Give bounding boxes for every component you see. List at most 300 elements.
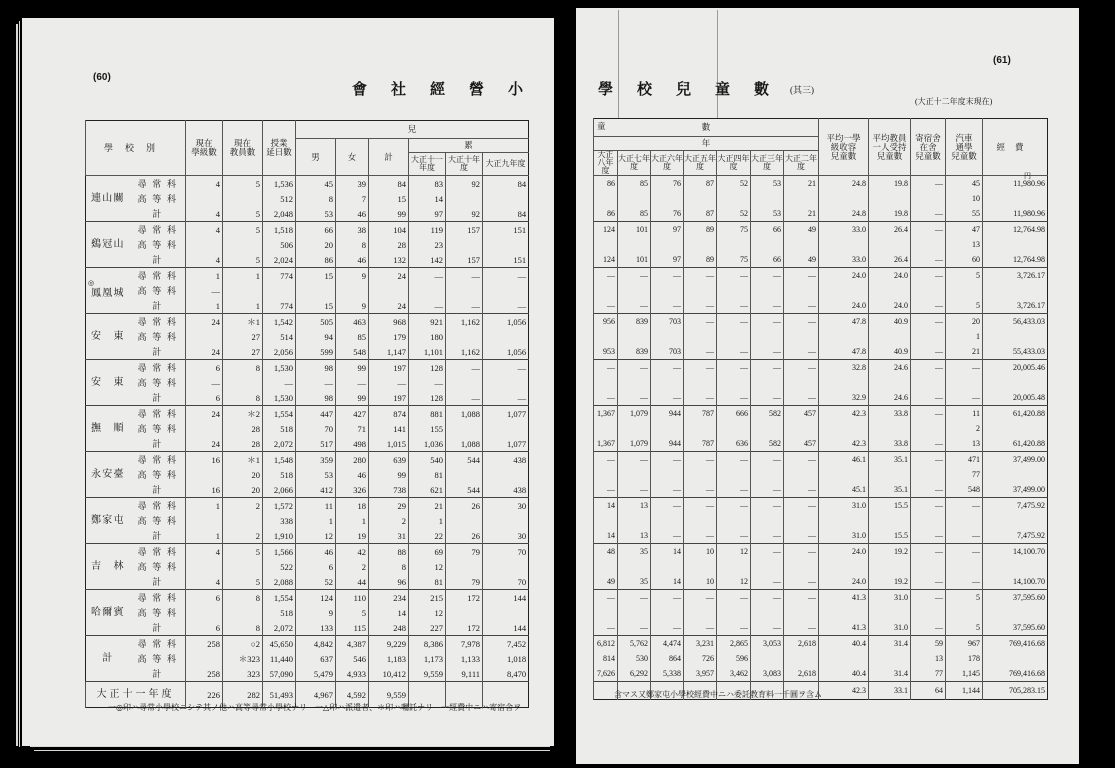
table-cell: —	[651, 390, 684, 406]
table-cell	[684, 375, 717, 390]
table-cell: 70	[296, 421, 336, 436]
header-line: 兒童數	[951, 150, 977, 161]
table-cell: 77	[946, 467, 983, 482]
course-label-cell	[129, 222, 186, 238]
table-cell: 94	[296, 329, 336, 344]
table-row	[86, 436, 529, 452]
table-cell	[594, 191, 618, 206]
table-cell: 1,079	[618, 406, 651, 422]
table-cell: 1,162	[446, 314, 483, 330]
table-cell: 2	[223, 498, 263, 514]
table-cell: —	[946, 528, 983, 544]
table-cell	[651, 191, 684, 206]
table-cell: —	[483, 298, 529, 314]
table-cell	[594, 421, 618, 436]
table-cell: 471	[946, 452, 983, 468]
course-label: 尋常科	[137, 224, 177, 235]
course-label: 高等科	[137, 561, 177, 572]
table-cell	[684, 513, 717, 528]
table-cell: 2,618	[784, 666, 819, 682]
table-cell: 769,416.68	[983, 666, 1048, 682]
table-cell: 180	[409, 329, 446, 344]
table-row	[594, 482, 1048, 498]
table-cell	[819, 375, 869, 390]
table-cell: 1	[946, 329, 983, 344]
table-cell	[983, 467, 1048, 482]
table-cell: —	[594, 590, 618, 606]
table-cell: 3,726.17	[983, 268, 1048, 284]
table-row	[594, 574, 1048, 590]
table-cell: —	[717, 498, 751, 514]
course-label: 高等科	[137, 285, 177, 296]
table-cell: 3,726.17	[983, 298, 1048, 314]
table-cell	[483, 191, 529, 206]
table-cell: —	[911, 620, 946, 636]
table-cell: —	[784, 298, 819, 314]
table-row	[86, 574, 529, 590]
table-cell: —	[336, 375, 369, 390]
table-cell: 8	[369, 559, 409, 574]
page-stack-edge	[34, 750, 550, 751]
table-cell: —	[911, 498, 946, 514]
table-cell: 12,764.98	[983, 222, 1048, 238]
table-cell: 27	[223, 329, 263, 344]
table-cell	[223, 237, 263, 252]
table-cell: 1,036	[409, 436, 446, 452]
table-cell: 18	[336, 498, 369, 514]
header-line: 平均教員	[872, 132, 907, 143]
header-total: 計	[369, 139, 409, 176]
course-label: 尋常科	[137, 454, 177, 465]
table-cell: 76	[651, 176, 684, 192]
table-cell: —	[784, 482, 819, 498]
table-cell	[819, 513, 869, 528]
table-cell: 40.9	[869, 344, 911, 360]
table-cell: 13	[946, 436, 983, 452]
table-cell: 39	[336, 176, 369, 192]
table-cell: —	[446, 298, 483, 314]
table-cell: 666	[717, 406, 751, 422]
header-year: 大正八年度	[594, 151, 618, 176]
table-row	[86, 544, 529, 560]
table-row	[594, 666, 1048, 682]
right-page	[576, 8, 1079, 764]
table-cell: 75	[717, 252, 751, 268]
course-label: 尋常科	[137, 546, 177, 557]
table-cell: —	[594, 390, 618, 406]
table-cell: 282	[223, 682, 263, 708]
table-cell: 1,088	[446, 436, 483, 452]
table-cell: 20	[223, 467, 263, 482]
table-cell: 110	[336, 590, 369, 606]
table-cell: 61,420.88	[983, 436, 1048, 452]
table-cell: 19	[336, 528, 369, 544]
table-cell: 9	[296, 605, 336, 620]
table-cell: 92	[446, 206, 483, 222]
table-cell: —	[651, 528, 684, 544]
header-line: 現在	[234, 138, 252, 148]
table-cell: —	[946, 574, 983, 590]
table-cell: —	[751, 314, 784, 330]
course-label-cell	[129, 436, 186, 452]
course-label: 計	[152, 392, 162, 403]
table-cell: —	[911, 252, 946, 268]
table-cell: —	[409, 268, 446, 284]
table-cell: 24.6	[869, 360, 911, 376]
table-cell: 769,416.68	[983, 636, 1048, 652]
table-cell: 47.8	[819, 314, 869, 330]
table-cell: 636	[717, 436, 751, 452]
table-cell: 12	[717, 544, 751, 560]
table-cell: 5	[223, 252, 263, 268]
header-year: 大正七年度	[618, 151, 651, 176]
table-cell: —	[446, 390, 483, 406]
table-row	[594, 268, 1048, 284]
table-cell: 81	[409, 467, 446, 482]
table-cell: 1,518	[263, 222, 296, 238]
table-cell: 1	[223, 298, 263, 314]
table-row	[86, 191, 529, 206]
table-cell	[594, 283, 618, 298]
page-stack-edge	[16, 24, 18, 746]
table-cell	[651, 467, 684, 482]
table-cell: 637	[296, 651, 336, 666]
header-days	[263, 121, 296, 176]
school-statistics-table-continued	[593, 118, 1048, 700]
table-cell: 9,559	[369, 682, 409, 708]
table-cell: 19.2	[869, 544, 911, 560]
table-cell: 457	[784, 436, 819, 452]
table-cell: 172	[446, 590, 483, 606]
table-cell: 46.1	[819, 452, 869, 468]
table-cell	[946, 605, 983, 620]
table-cell	[911, 421, 946, 436]
table-cell: 52	[717, 206, 751, 222]
table-cell: 79	[446, 544, 483, 560]
table-cell: —	[651, 268, 684, 284]
school-name-cell	[86, 636, 129, 682]
course-label: 高等科	[137, 193, 177, 204]
table-cell: 35.1	[869, 452, 911, 468]
table-cell: —	[684, 482, 717, 498]
table-cell: 178	[946, 651, 983, 666]
table-cell: 248	[369, 620, 409, 636]
table-cell: 518	[263, 467, 296, 482]
course-label: 計	[152, 300, 162, 311]
table-cell: 101	[618, 222, 651, 238]
table-cell: 24.6	[869, 390, 911, 406]
table-cell	[296, 283, 336, 298]
table-cell: 101	[618, 252, 651, 268]
table-cell: —	[784, 344, 819, 360]
table-cell: 703	[651, 344, 684, 360]
table-cell: 1,173	[409, 651, 446, 666]
table-cell: —	[446, 268, 483, 284]
table-cell	[751, 237, 784, 252]
table-row	[86, 360, 529, 376]
table-cell: 41.3	[819, 590, 869, 606]
table-cell: 155	[409, 421, 446, 436]
header-avg-class	[819, 119, 869, 176]
table-cell: 51,493	[263, 682, 296, 708]
table-row	[594, 452, 1048, 468]
table-cell: 115	[336, 620, 369, 636]
table-cell: 258	[186, 666, 223, 682]
table-cell: —	[369, 375, 409, 390]
table-cell: 13	[618, 528, 651, 544]
course-label-cell	[129, 544, 186, 560]
table-cell: —	[911, 574, 946, 590]
table-cell: —	[911, 314, 946, 330]
table-cell: —	[784, 544, 819, 560]
table-cell: 14	[594, 498, 618, 514]
header-line: 兒童數	[915, 150, 941, 161]
table-cell	[784, 513, 819, 528]
table-cell: 16	[186, 452, 223, 468]
table-cell	[594, 605, 618, 620]
course-label-cell	[129, 605, 186, 620]
table-cell: 49	[784, 222, 819, 238]
table-cell: 8	[223, 390, 263, 406]
table-cell: ＊1	[223, 314, 263, 330]
table-row	[86, 268, 529, 284]
table-cell: 15	[296, 298, 336, 314]
table-cell	[446, 191, 483, 206]
table-cell: 86	[296, 252, 336, 268]
table-cell: —	[651, 360, 684, 376]
table-cell	[618, 329, 651, 344]
page-stack-edge	[19, 21, 20, 747]
course-label-cell	[129, 375, 186, 390]
table-cell: —	[684, 452, 717, 468]
course-label: 計	[152, 208, 162, 219]
table-cell: —	[618, 298, 651, 314]
course-label: 計	[152, 576, 162, 587]
table-cell: 2,056	[263, 344, 296, 360]
table-cell	[819, 237, 869, 252]
table-cell: 4,933	[336, 666, 369, 682]
table-cell: 49	[784, 252, 819, 268]
table-cell	[336, 283, 369, 298]
table-cell	[594, 559, 618, 574]
table-cell: 24.0	[869, 268, 911, 284]
table-cell: 52	[717, 176, 751, 192]
table-cell: 37,595.60	[983, 590, 1048, 606]
table-cell: 10	[684, 544, 717, 560]
table-cell	[751, 651, 784, 666]
course-label-cell	[129, 314, 186, 330]
table-cell: 359	[296, 452, 336, 468]
table-cell	[946, 559, 983, 574]
table-cell: 11	[946, 406, 983, 422]
table-cell: 3,231	[684, 636, 717, 652]
table-cell: 87	[684, 176, 717, 192]
table-cell	[684, 605, 717, 620]
table-cell: 27	[223, 344, 263, 360]
table-cell: 23	[409, 237, 446, 252]
school-name: 安東	[91, 376, 124, 388]
table-cell: 1,530	[263, 390, 296, 406]
table-cell: 5	[946, 268, 983, 284]
table-cell: 24	[369, 268, 409, 284]
table-cell: 85	[618, 176, 651, 192]
table-cell: 1,077	[483, 436, 529, 452]
table-cell: 548	[946, 482, 983, 498]
table-cell: 197	[369, 360, 409, 376]
table-cell: 280	[336, 452, 369, 468]
school-name: 永安臺	[91, 468, 124, 480]
table-row	[594, 559, 1048, 574]
table-cell: 6	[296, 559, 336, 574]
table-cell: 57,090	[263, 666, 296, 682]
table-cell: —	[946, 544, 983, 560]
table-row	[86, 344, 529, 360]
table-cell	[618, 513, 651, 528]
table-cell: 787	[684, 406, 717, 422]
table-cell	[223, 191, 263, 206]
table-cell	[751, 513, 784, 528]
header-classes	[186, 121, 223, 176]
table-cell	[717, 237, 751, 252]
header-cost	[983, 119, 1048, 176]
table-cell	[186, 421, 223, 436]
table-cell: 53	[751, 206, 784, 222]
table-cell: —	[717, 590, 751, 606]
table-row	[594, 513, 1048, 528]
table-cell: —	[684, 344, 717, 360]
table-cell: 85	[336, 329, 369, 344]
course-label-cell	[129, 390, 186, 406]
table-cell: 19.8	[869, 206, 911, 222]
table-cell: 124	[594, 252, 618, 268]
course-label: 高等科	[137, 423, 177, 434]
table-cell: 75	[717, 222, 751, 238]
table-cell: —	[594, 360, 618, 376]
table-cell	[594, 329, 618, 344]
table-cell: 8,386	[409, 636, 446, 652]
table-cell: 5,479	[296, 666, 336, 682]
header-line: 級收容	[830, 141, 857, 152]
table-cell	[869, 283, 911, 298]
table-cell: 24	[186, 406, 223, 422]
table-cell: 88	[369, 544, 409, 560]
table-row	[594, 206, 1048, 222]
table-cell: 8	[296, 191, 336, 206]
table-cell: 967	[946, 636, 983, 652]
table-cell	[751, 559, 784, 574]
table-cell: 2,618	[784, 636, 819, 652]
table-cell: —	[618, 390, 651, 406]
table-cell: 141	[369, 421, 409, 436]
table-cell: 37,499.00	[983, 452, 1048, 468]
table-row	[86, 314, 529, 330]
school-name-cell	[86, 314, 129, 360]
table-cell: 47	[946, 222, 983, 238]
table-row	[86, 590, 529, 606]
table-cell: 544	[446, 452, 483, 468]
table-cell: 99	[369, 467, 409, 482]
table-cell: 44	[336, 574, 369, 590]
table-cell: 40.4	[819, 636, 869, 652]
table-cell	[483, 283, 529, 298]
table-cell: —	[651, 590, 684, 606]
table-cell	[186, 513, 223, 528]
table-cell: 968	[369, 314, 409, 330]
table-cell	[684, 191, 717, 206]
course-label-cell	[129, 559, 186, 574]
table-cell	[684, 559, 717, 574]
table-cell: —	[717, 452, 751, 468]
table-cell	[784, 237, 819, 252]
table-cell	[911, 605, 946, 620]
course-label: 尋常科	[137, 178, 177, 189]
header-line: 學級數	[191, 147, 217, 157]
table-cell	[186, 467, 223, 482]
table-cell: —	[784, 314, 819, 330]
school-name-cell	[86, 360, 129, 406]
table-cell: 512	[263, 191, 296, 206]
table-cell	[717, 283, 751, 298]
table-row	[86, 452, 529, 468]
table-cell: —	[911, 206, 946, 222]
table-cell: —	[717, 268, 751, 284]
table-cell: 6,292	[618, 666, 651, 682]
header-children-cont: 童	[597, 121, 606, 131]
table-cell	[819, 329, 869, 344]
table-cell: —	[911, 544, 946, 560]
table-cell	[618, 467, 651, 482]
table-cell: 1,554	[263, 406, 296, 422]
header-cost-label: 經費	[996, 141, 1034, 152]
table-cell	[483, 559, 529, 574]
table-row	[594, 528, 1048, 544]
table-cell: 2,072	[263, 436, 296, 452]
table-cell: 703	[651, 314, 684, 330]
table-cell: 1	[296, 513, 336, 528]
table-cell	[983, 651, 1048, 666]
table-cell: —	[594, 482, 618, 498]
table-cell: —	[618, 360, 651, 376]
table-cell	[717, 329, 751, 344]
table-cell: 1,554	[263, 590, 296, 606]
course-label: 高等科	[137, 377, 177, 388]
table-cell: 15.5	[869, 498, 911, 514]
table-cell: 46	[336, 467, 369, 482]
table-cell	[369, 283, 409, 298]
table-cell: 46	[296, 544, 336, 560]
header-school	[86, 121, 186, 176]
table-cell	[483, 467, 529, 482]
table-cell: 83	[409, 176, 446, 192]
school-name: 計	[102, 652, 113, 664]
table-cell: 26	[446, 528, 483, 544]
table-cell: —	[751, 390, 784, 406]
table-cell: —	[911, 298, 946, 314]
table-cell: 86	[594, 206, 618, 222]
table-cell: 97	[651, 222, 684, 238]
table-cell: 31	[369, 528, 409, 544]
table-row	[594, 283, 1048, 298]
table-cell: 1,183	[369, 651, 409, 666]
table-cell: 11,980.96	[983, 206, 1048, 222]
header-line: 現在	[195, 138, 213, 148]
table-cell: 92	[446, 176, 483, 192]
table-cell: 16	[186, 482, 223, 498]
table-cell: —	[483, 360, 529, 376]
table-cell: —	[784, 360, 819, 376]
table-cell: —	[651, 452, 684, 468]
school-name-cell	[86, 590, 129, 636]
